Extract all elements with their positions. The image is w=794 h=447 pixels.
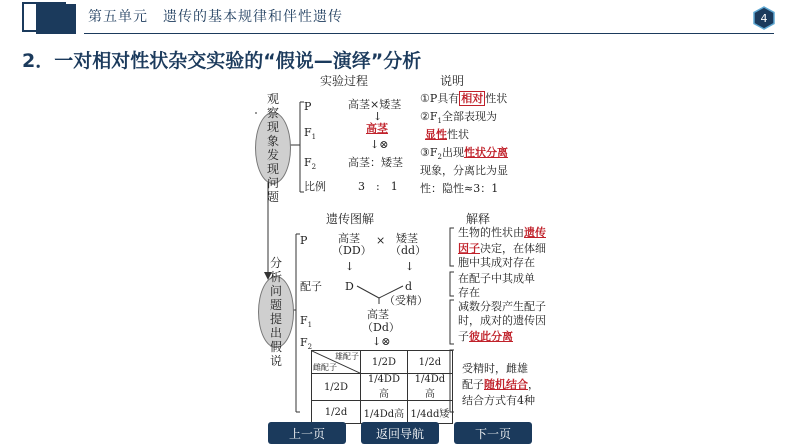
p2-tall: 高茎	[338, 232, 360, 245]
observe-problem-ellipse	[255, 92, 291, 204]
analyze-hypothesis-ellipse	[258, 256, 294, 368]
punnett-cell: 1/4dd矮	[407, 401, 452, 424]
page-number-hexagon-icon	[752, 6, 776, 30]
f1b-label: $F_1$	[300, 314, 313, 330]
col-process-header: 实验过程	[320, 74, 369, 88]
exp1-line1: 生物的性状由遗传	[458, 226, 546, 239]
punnett-table	[311, 350, 453, 424]
self-cross-icon: ↓⊗	[370, 138, 389, 151]
exp2-line2: 存在	[458, 286, 480, 299]
gamete-label: 配子	[300, 280, 322, 293]
arrow-down-icon: ↓	[373, 110, 383, 123]
exp2-line1: 在配子中其成单	[458, 272, 535, 285]
punnett-row-head: 1/2D	[312, 374, 361, 401]
punnett-corner	[312, 351, 361, 374]
col-diagram-header: 遗传图解	[326, 212, 375, 226]
row-p-label: P	[304, 100, 312, 113]
f1b-tall: 高茎	[367, 308, 389, 321]
note1: ①P具有 相对 性状	[420, 92, 508, 105]
p2-short-genotype: （dd）	[390, 244, 427, 257]
exp4-line2: 配子随机结合，	[462, 378, 539, 391]
note3-line3: 性：隐性≈3：1	[420, 182, 499, 195]
p2-tall-genotype: （DD）	[332, 244, 372, 257]
exp3-line1: 减数分裂产生配子	[458, 300, 546, 313]
note2: $②F_1$全部表现为	[420, 110, 497, 126]
gamete-d: d	[405, 280, 413, 293]
p2-short: 矮茎	[396, 232, 418, 245]
col-explain2-header: 解释	[466, 212, 491, 226]
observe-ellipse-label: 观察现象发现问题	[266, 92, 279, 204]
arrow-down-left-icon: ↓	[345, 260, 355, 273]
self-cross2-icon: ↓⊗	[372, 335, 391, 348]
row-f1-label: $F_1$	[304, 126, 317, 142]
col-explain-header: 说明	[440, 74, 465, 88]
observe-ellipse	[255, 112, 257, 114]
p2-cross: ×	[376, 234, 386, 247]
punnett-col1: 1/2D	[361, 351, 408, 374]
note2-line2: 显性性状	[425, 128, 469, 141]
header-rule	[84, 33, 774, 34]
row-ratio-label: 比例	[304, 180, 326, 193]
page-number: 4	[760, 12, 768, 25]
punnett-cell: 1/4Dd高	[361, 401, 408, 424]
back-to-nav-button[interactable]: 返回导航	[361, 422, 439, 444]
unit-title: 第五单元 遗传的基本规律和伴性遗传	[88, 9, 343, 25]
exp3-line3: 子彼此分离	[458, 330, 513, 343]
arrow-down-right-icon: ↓	[405, 260, 415, 273]
p-cross: 高茎×矮茎	[348, 98, 402, 111]
punnett-cell: 1/4Dd高	[407, 374, 452, 401]
ratio-value: 3 : 1	[358, 180, 398, 193]
exp1-line3: 胞中其成对存在	[458, 256, 535, 269]
exp4-line1: 受精时，雌雄	[462, 362, 528, 375]
p2-label: P	[300, 234, 308, 247]
f1b-genotype: （Dd）	[362, 321, 400, 334]
note3-line2: 现象，分离比为显	[420, 164, 508, 177]
punnett-cell: 1/4DD高	[361, 374, 408, 401]
punnett-col2: 1/2d	[407, 351, 452, 374]
exp1-line2: 因子决定，在体细	[458, 242, 546, 255]
exp4-line3: 结合方式有4种	[462, 394, 535, 407]
next-page-button[interactable]: 下一页	[454, 422, 532, 444]
explain-brackets	[440, 226, 460, 416]
corner-female: 雌配子	[313, 363, 337, 372]
f1-value: 高茎	[366, 122, 388, 135]
header-decor-block	[36, 4, 76, 34]
punnett-row-head: 1/2d	[312, 401, 361, 424]
corner-male: 雄配子	[335, 352, 359, 361]
analyze-ellipse-label: 分析问题提出假说	[269, 256, 282, 368]
prev-page-button[interactable]: 上一页	[268, 422, 346, 444]
exp3-line2: 时，成对的遗传因	[458, 314, 546, 327]
fertilization-label: （受精）	[384, 294, 428, 307]
f2-value: 高茎：矮茎	[348, 156, 403, 169]
row-f2-label: $F_2$	[304, 156, 317, 172]
note3: $③F_2$出现性状分离	[420, 146, 508, 162]
f2b-label: $F_2$	[300, 336, 313, 352]
gamete-D: D	[345, 280, 354, 293]
section-title: 2．一对相对性状杂交实验的“假说—演绎”分析	[22, 50, 422, 72]
